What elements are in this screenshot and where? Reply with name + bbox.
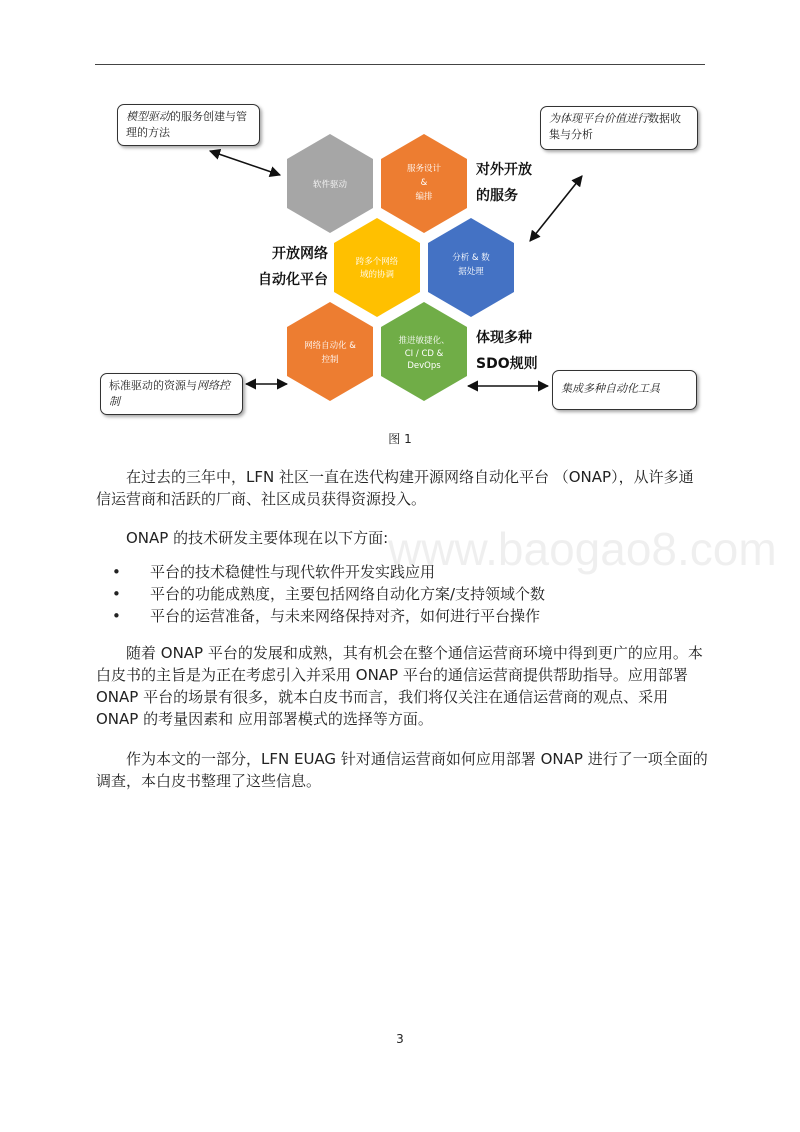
hex-network-automation (287, 302, 373, 401)
hex-agile-devops (381, 302, 467, 401)
callout-data-collection (540, 106, 698, 150)
hex-label-6c: DevOps (407, 361, 441, 371)
hex-label-4a: 分析 & 数 (452, 253, 490, 263)
paragraph-4: 作为本文的一部分，LFN EUAG 针对通信运营商如何应用部署 ONAP 进行了一项全面的调查，本白皮书整理了这些信息。 (96, 750, 708, 790)
paragraph-2: ONAP 的技术研发主要体现在以下方面: (126, 529, 389, 547)
list-item-text: 平台的功能成熟度，主要包括网络自动化方案/支持领域个数 (150, 585, 546, 603)
bullet-icon: • (112, 563, 121, 581)
hex-label-2c: 编排 (415, 192, 433, 202)
list-item (112, 561, 712, 583)
list-item-text: 平台的技术稳健性与现代软件开发实践应用 (150, 563, 436, 581)
callout-model-driven (117, 104, 260, 146)
hex-shape (287, 302, 373, 401)
bullet-icon: • (112, 585, 121, 603)
watermark: www.baogao8.com (388, 523, 777, 575)
label-line: 开放网络 (272, 246, 328, 262)
hex-software-driven (287, 134, 373, 233)
label-line: SDO规则 (476, 356, 538, 372)
list-item (112, 605, 712, 627)
bullet-icon: • (112, 607, 121, 625)
hex-label-3b: 域的协调 (359, 270, 395, 280)
arrow-top-left (210, 151, 280, 175)
page-number: 3 (396, 1032, 404, 1046)
label-line: 的服务 (476, 188, 518, 204)
label-line: 体现多种 (476, 330, 532, 346)
hex-label-6b: CI / CD & (404, 349, 444, 359)
label-line: 对外开放 (476, 162, 532, 178)
feature-list (112, 561, 712, 627)
hex-shape (334, 218, 420, 317)
list-item-text: 平台的运营准备，与未来网络保持对齐，如何进行平台操作 (150, 607, 541, 625)
callout-emphasis: 为体现平台价值进行 (549, 112, 648, 125)
onap-figure (0, 0, 800, 430)
hex-label-2b: & (420, 178, 428, 188)
callout-emphasis: 网络控制 (109, 379, 230, 408)
hex-label-4b: 据处理 (458, 267, 484, 277)
callout-emphasis: 模型驱动 (126, 110, 170, 123)
hex-analytics (428, 218, 514, 317)
callout-emphasis: 集成多种自动化工具 (561, 382, 660, 395)
callout-text: 数据收集与分析 (549, 112, 681, 141)
callout-text: 标准驱动的资源与 (109, 379, 197, 392)
callout-text: 的服务创建与管理的方法 (126, 110, 247, 139)
figure-caption: 图 1 (388, 432, 412, 446)
callout-standards-driven (100, 373, 243, 415)
callout-integrate-tools (552, 370, 697, 410)
hex-label-1: 软件驱动 (312, 180, 348, 190)
paragraph-3: 随着 ONAP 平台的发展和成熟，其有机会在整个通信运营商环境中得到更广的应用。本白皮书的主旨是为正在考虑引入并采用 ONAP 平台的通信运营商提供帮助指导。应用部署 ONAP 平台的场景有很多，就本白皮书而言，我们将仅关注在通信运营商的观点、采用 ONAP 的考量因素和 应用部署模式的选择等方面。 (96, 644, 703, 728)
hex-service-design (381, 134, 467, 233)
list-item (112, 583, 712, 605)
label-platform (250, 241, 328, 293)
hex-label-5b: 控制 (321, 355, 339, 365)
label-line: 自动化平台 (258, 272, 328, 288)
hex-label-6a: 推进敏捷化、 (398, 336, 450, 346)
hex-cross-domain (334, 218, 420, 317)
hexagon-diagram (0, 0, 800, 430)
label-open-services (476, 157, 532, 209)
label-sdo (476, 325, 538, 377)
paragraph-1: 在过去的三年中，LFN 社区一直在迭代构建开源网络自动化平台 （ONAP），从许多通信运营商和活跃的厂商、社区成员获得资源投入。 (96, 468, 694, 508)
arrow-top-right (530, 176, 582, 241)
hex-label-2a: 服务设计 (406, 164, 442, 174)
hex-label-3a: 跨多个网络 (355, 257, 399, 267)
hex-label-5a: 网络自动化 & (304, 341, 356, 351)
